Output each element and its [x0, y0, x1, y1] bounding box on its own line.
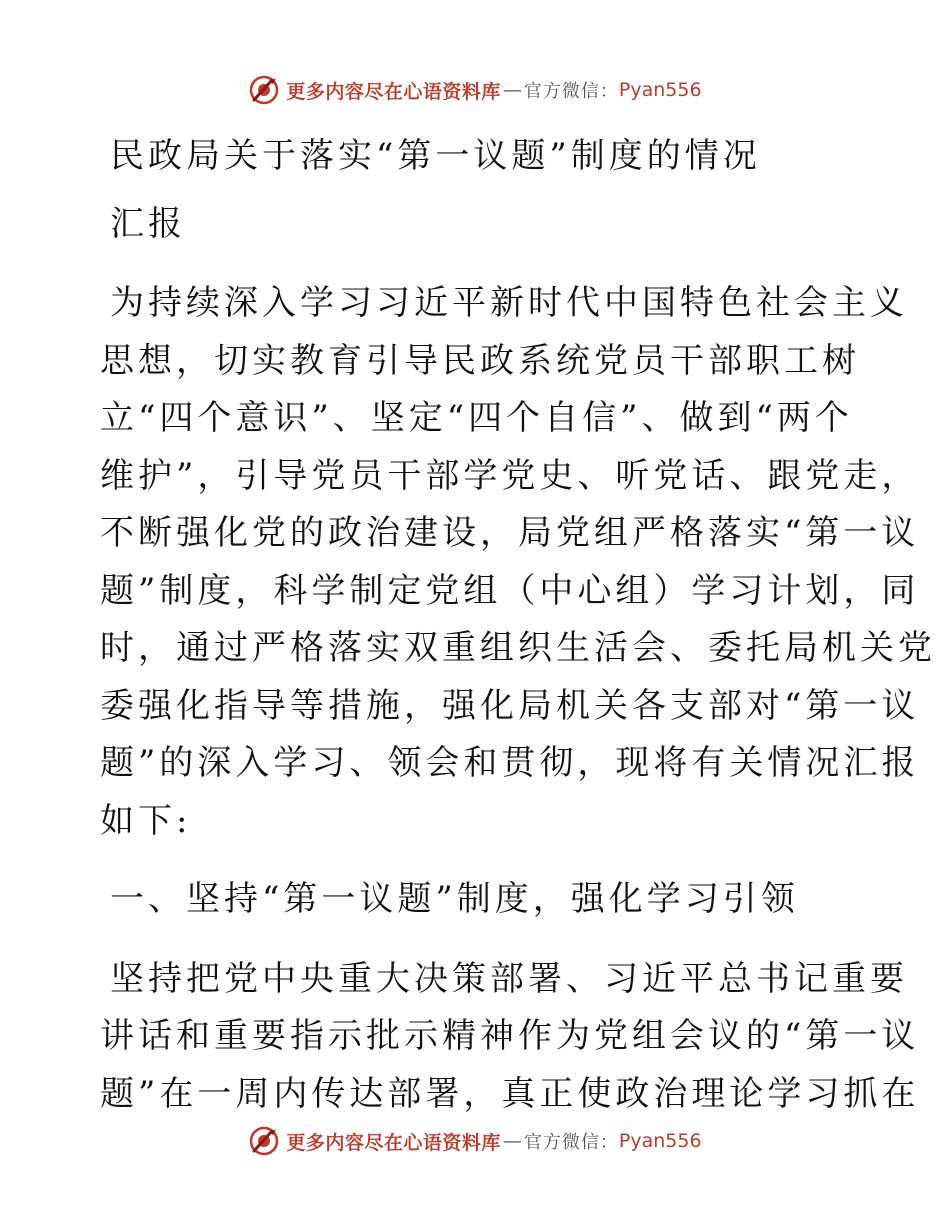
footer-wechat-label: 官方微信： — [523, 1132, 619, 1153]
page-footer — [0, 1121, 950, 1161]
intro-paragraph — [100, 275, 936, 850]
document-title-line-1: 民政局关于落实“第一议题”制度的情况 — [110, 136, 761, 176]
section-1-heading: 一、坚持“第一议题”制度，强化学习引领 — [110, 879, 799, 919]
page-header — [0, 70, 950, 110]
intro-line: 题”的深入学习、领会和贯彻，现将有关情况汇报 — [100, 743, 920, 783]
intro-line: 题”制度，科学制定党组（中心组）学习计划，同 — [100, 570, 920, 611]
section-1-line: 题”在一周内传达部署，真正使政治理论学习抓在 — [100, 1073, 920, 1114]
brand-logo-icon — [248, 1125, 280, 1157]
section-1-paragraph — [100, 951, 920, 1124]
intro-line: 立“四个意识”、坚定“四个自信”、做到“两个 — [100, 398, 853, 438]
header-brand-text: 更多内容尽在心语资料库 — [286, 80, 501, 103]
header-wechat-id: Pyan556 — [618, 79, 702, 101]
intro-line: 委强化指导等措施，强化局机关各支部对“第一议 — [100, 685, 920, 726]
footer-wechat-id: Pyan556 — [618, 1130, 702, 1152]
section-1-line: 坚持把党中央重大决策部署、习近平总书记重要 — [110, 958, 908, 999]
intro-line: 不断强化党的政治建设，局党组严格落实“第一议 — [100, 513, 920, 553]
footer-separator: — — [502, 1130, 522, 1152]
document-title-line-2: 汇报 — [110, 203, 186, 244]
footer-brand-text: 更多内容尽在心语资料库 — [286, 1131, 501, 1154]
intro-line: 维护”，引导党员干部学党史、听党话、跟党走， — [100, 455, 920, 496]
header-separator: — — [502, 79, 522, 101]
intro-line: 时，通过严格落实双重组织生活会、委托局机关党 — [100, 628, 936, 668]
section-1-line: 讲话和重要指示批示精神作为党组会议的“第一议 — [100, 1016, 920, 1056]
intro-line: 为持续深入学习习近平新时代中国特色社会主义 — [110, 283, 908, 323]
intro-line: 思想，切实教育引导民政系统党员干部职工树 — [100, 340, 860, 381]
brand-logo-icon — [248, 74, 280, 106]
intro-line: 如下: — [100, 800, 192, 841]
header-wechat-label: 官方微信： — [523, 81, 619, 102]
document-body — [100, 118, 936, 1123]
